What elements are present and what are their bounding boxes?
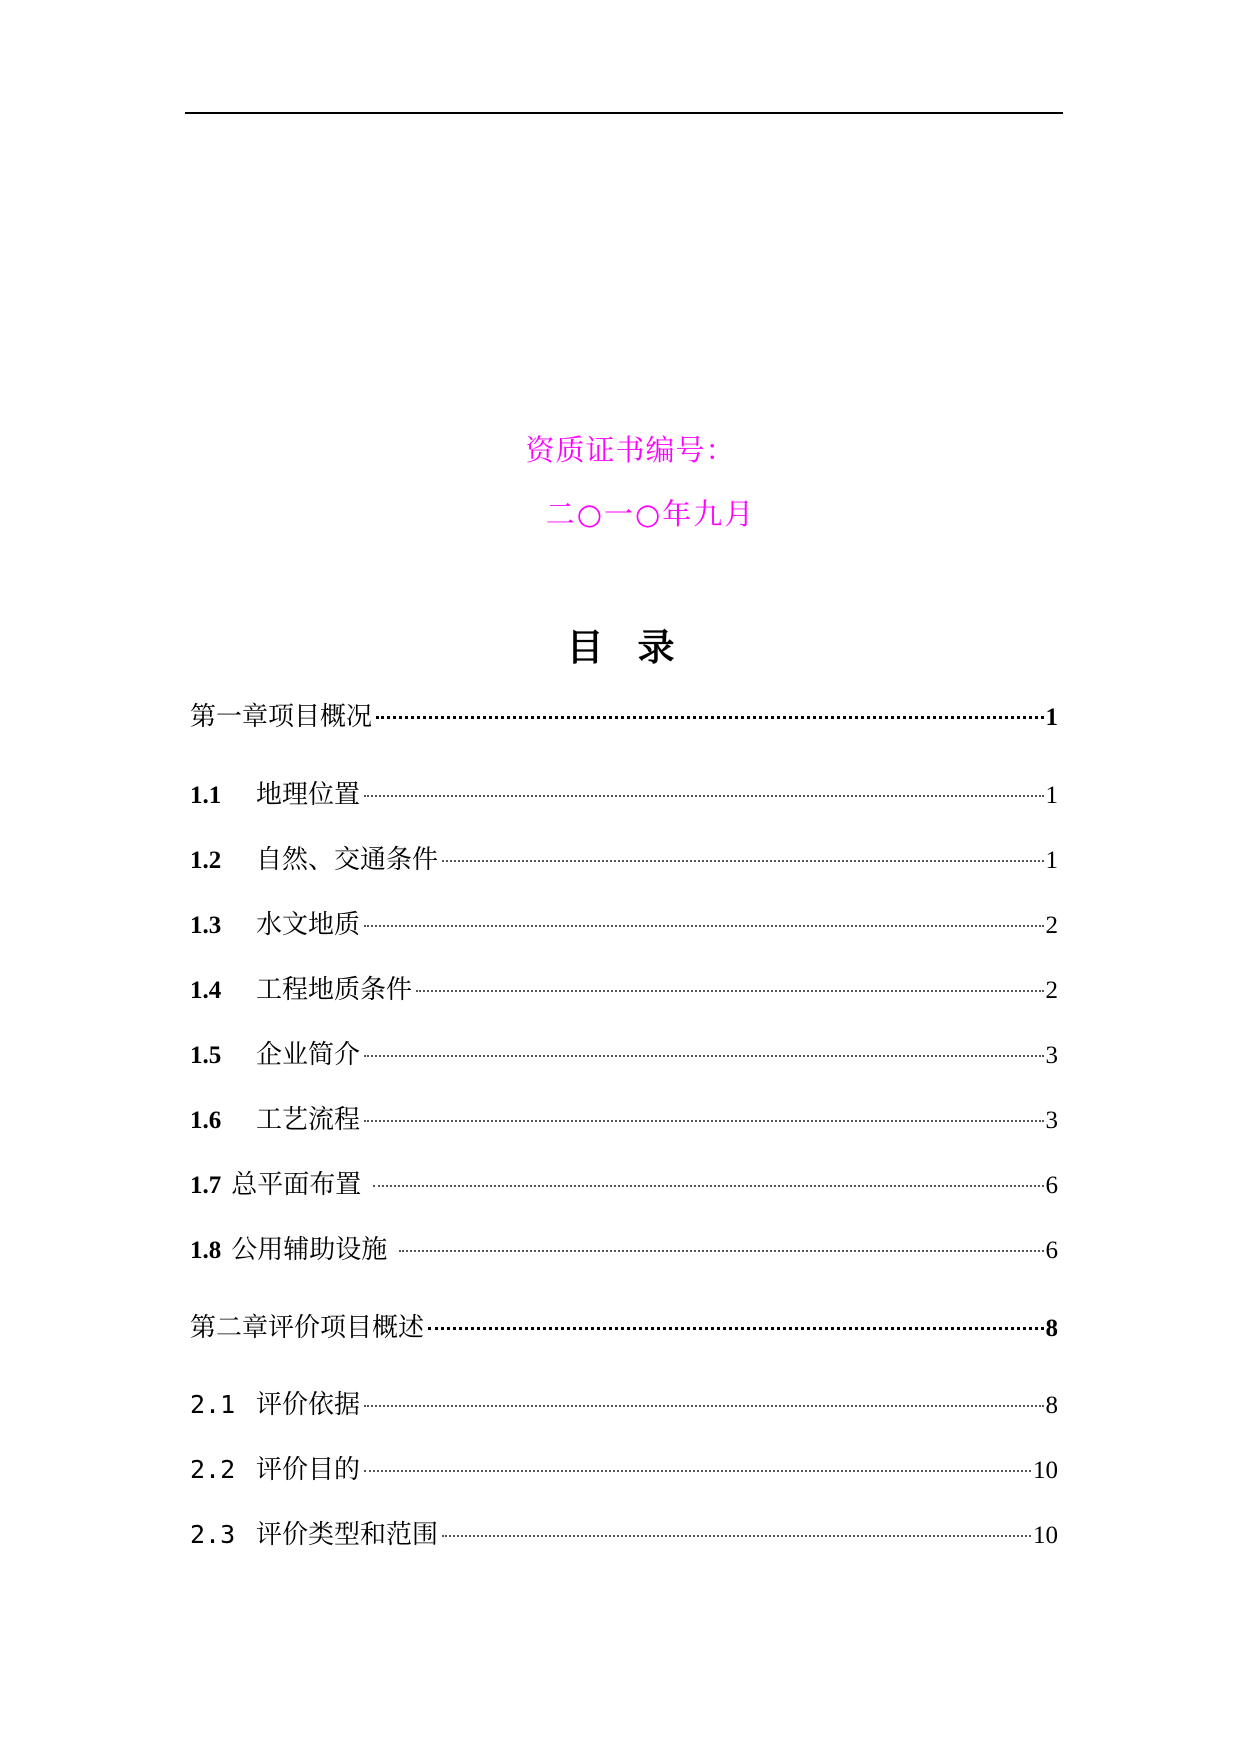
header-rule	[185, 112, 1063, 114]
toc-entry-1-7[interactable]	[190, 1164, 1058, 1200]
toc-leader	[364, 925, 1043, 927]
certificate-number-label: 资质证书编号：	[525, 433, 736, 467]
toc-entry-page: 1	[1045, 782, 1058, 809]
toc-leader	[364, 1470, 1031, 1472]
toc-leader	[442, 860, 1043, 862]
toc-entry-label: 第二章评价项目概述	[190, 1313, 425, 1343]
toc-entry-label: 地理位置	[256, 780, 361, 810]
toc-entry-number: 1.5	[190, 1042, 222, 1069]
toc-entry-page: 2	[1045, 977, 1058, 1004]
toc-leader	[364, 1120, 1043, 1122]
toc-entry-number: 1.7	[190, 1172, 222, 1199]
toc-entry-page: 8	[1045, 1392, 1058, 1419]
toc-leader	[364, 1055, 1043, 1057]
toc-entry-page: 10	[1033, 1522, 1058, 1549]
toc-leader	[442, 1535, 1031, 1537]
toc-entry-page: 8	[1045, 1315, 1058, 1342]
toc-entry-number: 1.1	[190, 782, 222, 809]
toc-leader	[399, 1250, 1043, 1252]
toc-entry-label: 评价目的	[256, 1455, 361, 1485]
toc-title: 目录	[566, 625, 709, 669]
toc-leader	[376, 716, 1043, 719]
toc-entry-page: 10	[1033, 1457, 1058, 1484]
toc-leader	[416, 990, 1043, 992]
toc-entry-label: 工艺流程	[256, 1105, 361, 1135]
toc-entry-label: 水文地质	[256, 910, 361, 940]
toc-entry-1-5[interactable]	[190, 1034, 1058, 1070]
toc-leader	[373, 1185, 1043, 1187]
toc-entry-number: 2.1	[190, 1390, 236, 1419]
toc-entry-1-4[interactable]	[190, 969, 1058, 1005]
toc-entry-number: 2.3	[190, 1520, 236, 1549]
toc-entry-1-2[interactable]	[190, 839, 1058, 875]
toc-entry-label: 公用辅助设施	[231, 1235, 388, 1265]
toc-entry-label: 自然、交通条件	[256, 845, 439, 875]
toc-entry-number: 1.6	[190, 1107, 222, 1134]
toc-entry-number: 2.2	[190, 1455, 236, 1484]
report-date: 二○一○年九月	[545, 497, 756, 531]
toc-entry-1-1[interactable]	[190, 774, 1058, 810]
toc-entry-page: 3	[1045, 1042, 1058, 1069]
toc-entry-1-8[interactable]	[190, 1229, 1058, 1265]
toc-entry-2-1[interactable]	[190, 1384, 1058, 1420]
toc-entry-1-3[interactable]	[190, 904, 1058, 940]
toc-entry-label: 评价类型和范围	[256, 1520, 439, 1550]
toc-entry-chapter-1[interactable]	[190, 696, 1058, 732]
toc-entry-page: 6	[1045, 1172, 1058, 1199]
toc-leader	[364, 1405, 1043, 1407]
toc-entry-number: 1.8	[190, 1237, 222, 1264]
toc-leader	[428, 1327, 1043, 1330]
toc-entry-1-6[interactable]	[190, 1099, 1058, 1135]
toc-entry-2-2[interactable]	[190, 1449, 1058, 1485]
toc-leader	[364, 795, 1043, 797]
toc-entry-page: 1	[1045, 847, 1058, 874]
toc-entry-page: 6	[1045, 1237, 1058, 1264]
toc-entry-number: 1.4	[190, 977, 222, 1004]
toc-entry-number: 1.3	[190, 912, 222, 939]
toc-entry-label: 总平面布置	[231, 1170, 362, 1200]
toc-entry-label: 评价依据	[256, 1390, 361, 1420]
toc-entry-page: 2	[1045, 912, 1058, 939]
toc-entry-number: 1.2	[190, 847, 222, 874]
toc-entry-label: 企业简介	[256, 1040, 361, 1070]
toc-entry-chapter-2[interactable]	[190, 1307, 1058, 1343]
toc-entry-label: 工程地质条件	[256, 975, 413, 1005]
toc-entry-2-3[interactable]	[190, 1514, 1058, 1550]
toc-entry-page: 1	[1045, 704, 1058, 731]
toc-entry-label: 第一章项目概况	[190, 702, 373, 732]
toc-entry-page: 3	[1045, 1107, 1058, 1134]
